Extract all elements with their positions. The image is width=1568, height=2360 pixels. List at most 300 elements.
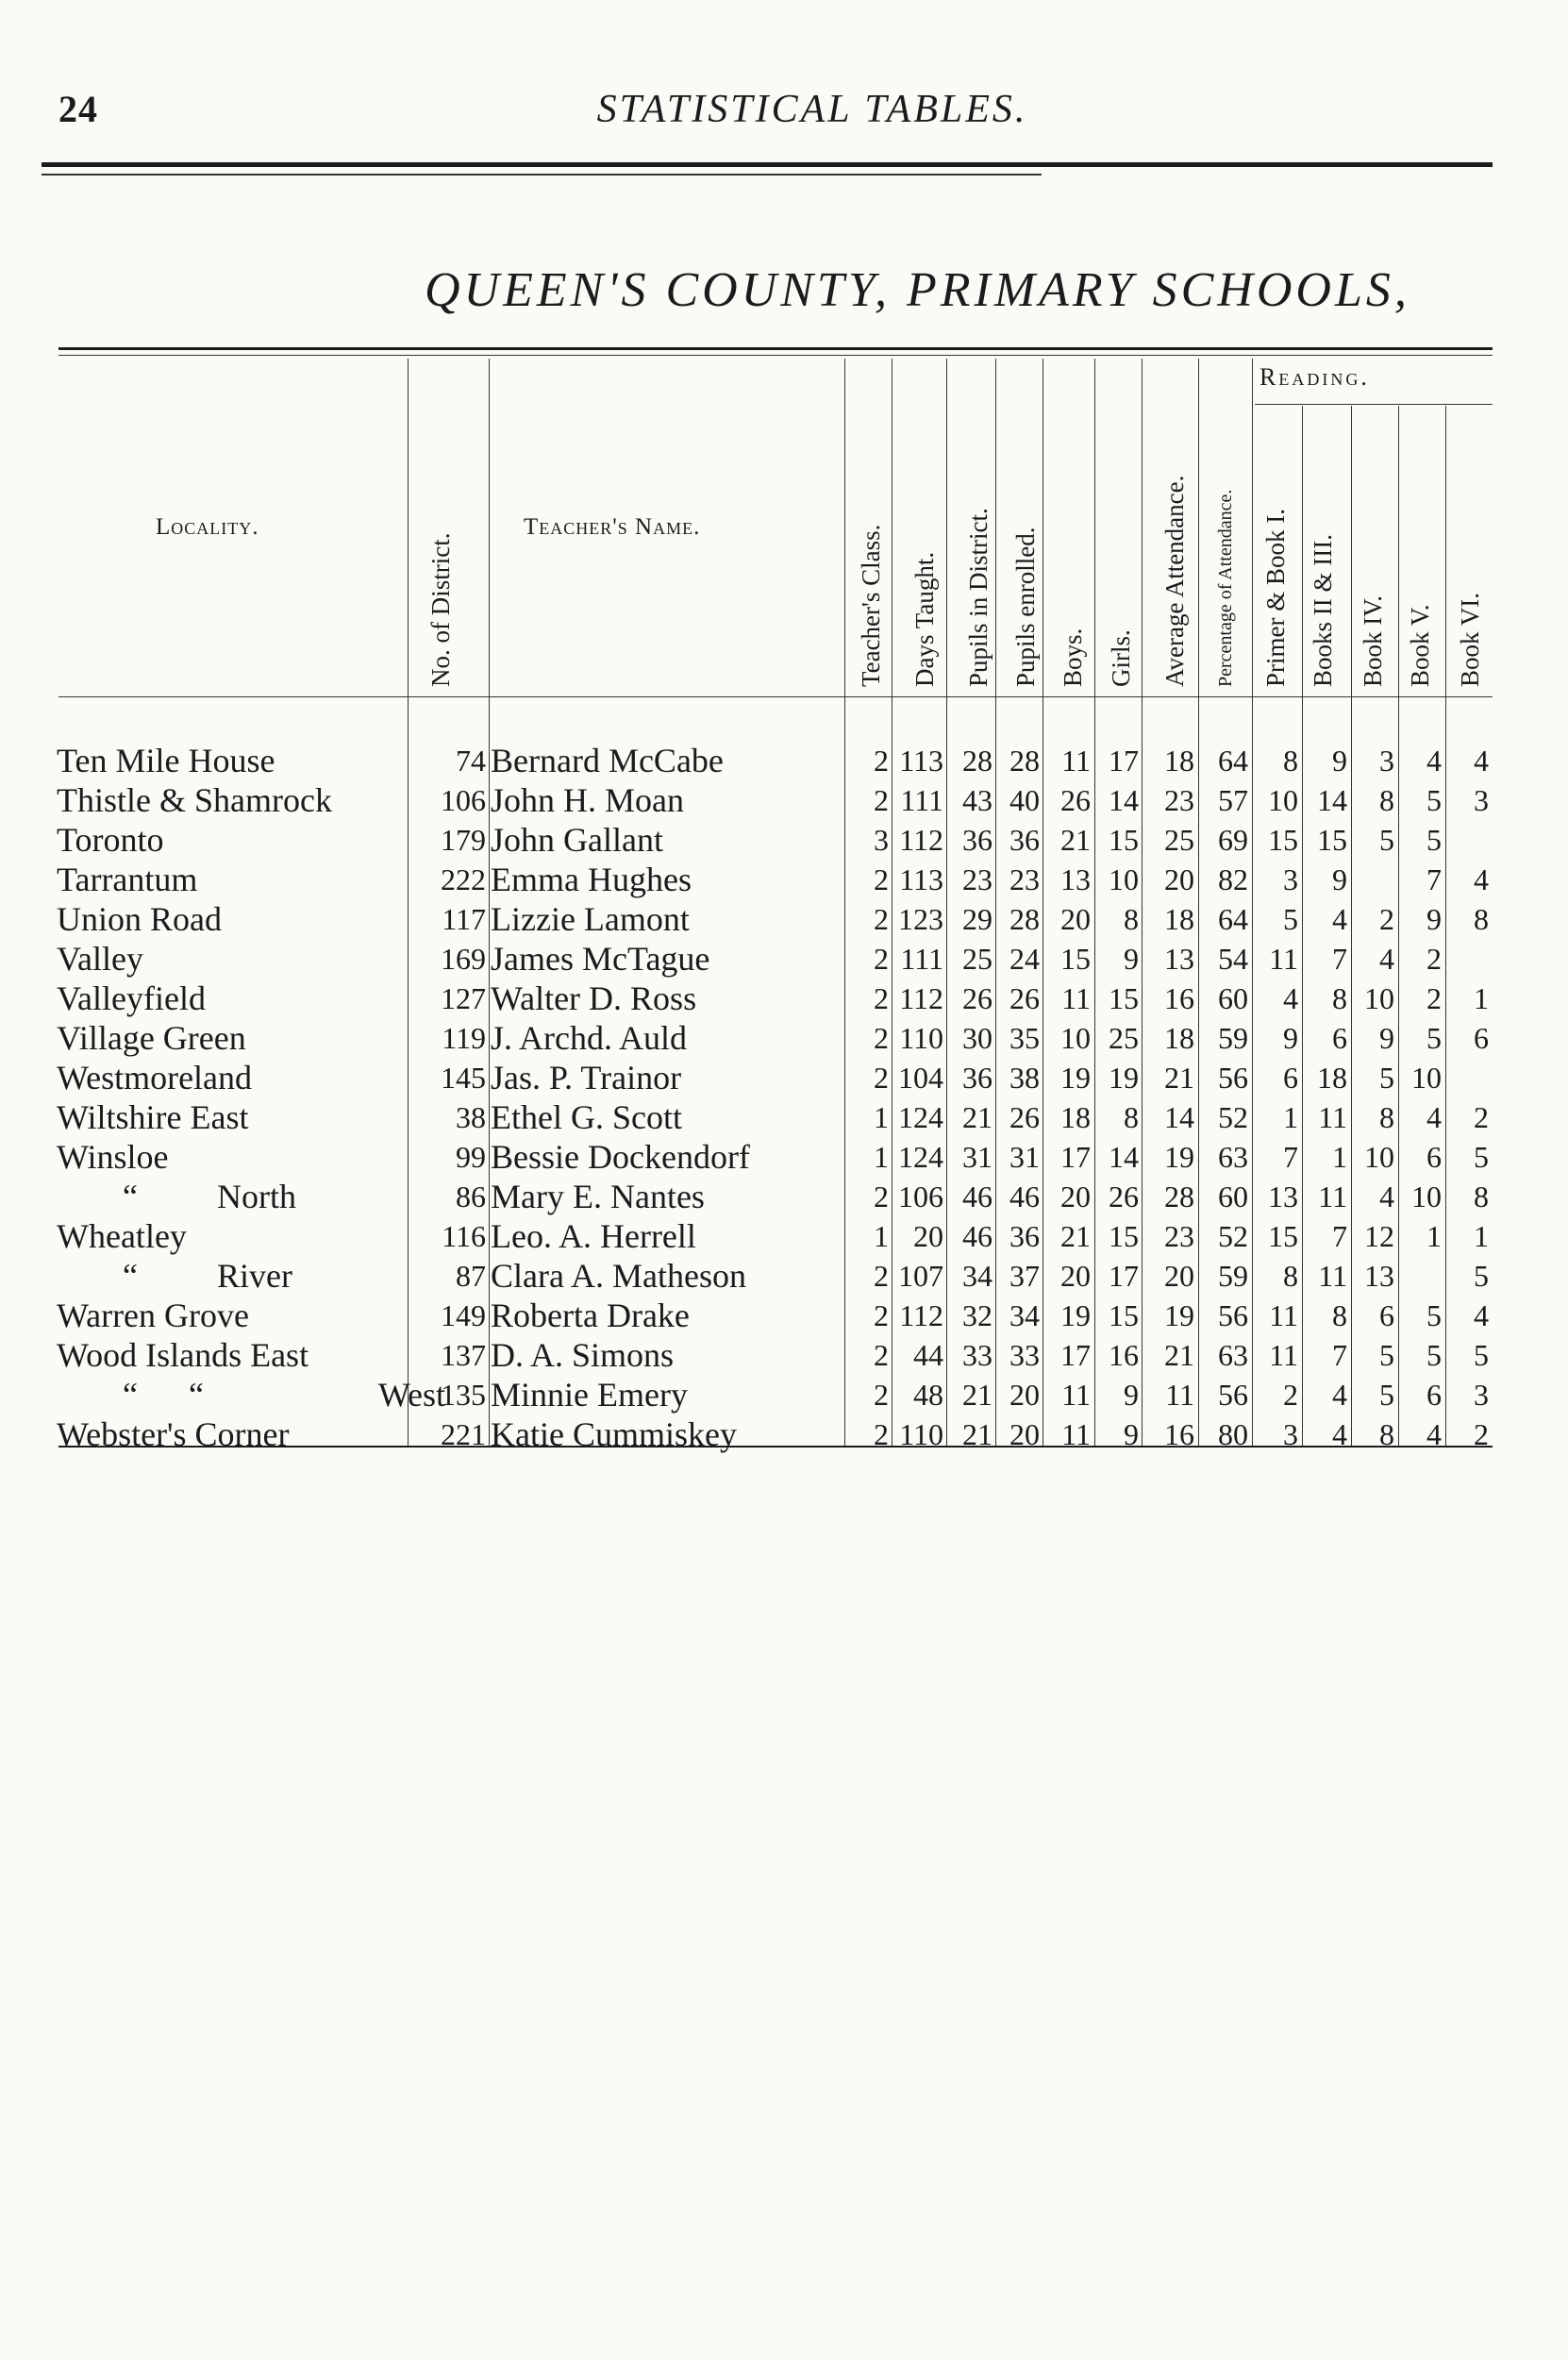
cell-avg: 13 xyxy=(1164,942,1194,976)
cell-boys: 20 xyxy=(1060,1259,1091,1293)
cell-class: 2 xyxy=(874,1338,889,1372)
header-books-2-3: Books II & III. xyxy=(1309,534,1337,687)
cell-locality: Warren Grove xyxy=(57,1297,249,1334)
cell-class: 2 xyxy=(874,902,889,936)
cell-pct: 69 xyxy=(1218,823,1248,857)
cell-enrolled: 23 xyxy=(1009,862,1040,896)
header-district-no: No. of District. xyxy=(426,532,455,687)
cell-locality: Westmoreland xyxy=(57,1059,253,1096)
cell-b23: 4 xyxy=(1332,1417,1347,1451)
cell-pupils-district: 28 xyxy=(962,744,993,778)
cell-primer: 3 xyxy=(1283,862,1298,896)
table-row xyxy=(0,1335,1568,1375)
cell-b23: 4 xyxy=(1332,902,1347,936)
cell-class: 2 xyxy=(874,981,889,1015)
cell-boys: 11 xyxy=(1061,1417,1091,1451)
cell-b23: 15 xyxy=(1317,823,1347,857)
reading-rule xyxy=(1255,404,1493,405)
cell-teacher-name: Minnie Emery xyxy=(491,1376,688,1414)
locality-name: North xyxy=(217,1178,296,1215)
cell-b6: 8 xyxy=(1474,902,1489,936)
cell-boys: 13 xyxy=(1060,862,1091,896)
cell-pct: 64 xyxy=(1218,902,1248,936)
cell-class: 2 xyxy=(874,744,889,778)
cell-class: 2 xyxy=(874,1061,889,1095)
cell-girls: 19 xyxy=(1109,1061,1139,1095)
cell-pct: 54 xyxy=(1218,942,1248,976)
header-pupils-in-district: Pupils in District. xyxy=(964,508,993,687)
cell-girls: 14 xyxy=(1109,1140,1139,1174)
cell-days: 106 xyxy=(898,1180,943,1213)
cell-b23: 1 xyxy=(1332,1140,1347,1174)
cell-girls: 17 xyxy=(1109,1259,1139,1293)
cell-primer: 10 xyxy=(1268,783,1298,817)
cell-class: 2 xyxy=(874,1417,889,1451)
cell-pupils-district: 46 xyxy=(962,1219,993,1253)
header-reading: Reading. xyxy=(1259,363,1370,391)
cell-teacher-name: Roberta Drake xyxy=(491,1297,690,1334)
cell-district: 38 xyxy=(456,1100,486,1134)
cell-b6: 1 xyxy=(1474,1219,1489,1253)
cell-locality: Ten Mile House xyxy=(57,742,275,779)
cell-b4: 2 xyxy=(1379,902,1394,936)
cell-days: 104 xyxy=(898,1061,943,1095)
cell-b6: 6 xyxy=(1474,1021,1489,1055)
cell-avg: 28 xyxy=(1164,1180,1194,1213)
cell-days: 110 xyxy=(899,1417,943,1451)
cell-teacher-name: John Gallant xyxy=(491,821,663,859)
cell-primer: 8 xyxy=(1283,1259,1298,1293)
table-row xyxy=(0,1018,1568,1058)
cell-girls: 15 xyxy=(1109,1219,1139,1253)
table-title: QUEEN'S COUNTY, PRIMARY SCHOOLS, xyxy=(425,263,1410,317)
cell-teacher-name: D. A. Simons xyxy=(491,1336,675,1374)
cell-b4: 4 xyxy=(1379,1180,1394,1213)
cell-b23: 11 xyxy=(1318,1180,1347,1213)
locality-name: West xyxy=(377,1376,445,1414)
cell-pupils-district: 31 xyxy=(962,1140,993,1174)
cell-b23: 6 xyxy=(1332,1021,1347,1055)
table-row xyxy=(0,820,1568,860)
cell-b6: 8 xyxy=(1474,1180,1489,1213)
cell-teacher-name: John H. Moan xyxy=(491,781,684,819)
cell-class: 2 xyxy=(874,1378,889,1412)
cell-teacher-name: Mary E. Nantes xyxy=(491,1178,705,1215)
cell-pupils-district: 34 xyxy=(962,1259,993,1293)
header-rule-thick xyxy=(42,162,1493,167)
cell-avg: 11 xyxy=(1165,1378,1194,1412)
cell-days: 123 xyxy=(898,902,943,936)
table-row xyxy=(0,1375,1568,1414)
cell-days: 48 xyxy=(913,1378,943,1412)
cell-days: 110 xyxy=(899,1021,943,1055)
cell-teacher-name: Katie Cummiskey xyxy=(491,1415,737,1453)
cell-primer: 15 xyxy=(1268,823,1298,857)
cell-primer: 9 xyxy=(1283,1021,1298,1055)
cell-girls: 14 xyxy=(1109,783,1139,817)
cell-pupils-district: 36 xyxy=(962,823,993,857)
cell-days: 113 xyxy=(899,744,943,778)
cell-class: 2 xyxy=(874,862,889,896)
table-row xyxy=(0,939,1568,979)
cell-pupils-district: 29 xyxy=(962,902,993,936)
cell-girls: 26 xyxy=(1109,1180,1139,1213)
cell-girls: 17 xyxy=(1109,744,1139,778)
cell-enrolled: 33 xyxy=(1009,1338,1040,1372)
ditto-mark: “ xyxy=(123,1178,138,1215)
cell-girls: 15 xyxy=(1109,981,1139,1015)
cell-boys: 15 xyxy=(1060,942,1091,976)
table-row xyxy=(0,1216,1568,1256)
cell-pupils-district: 26 xyxy=(962,981,993,1015)
cell-pct: 63 xyxy=(1218,1140,1248,1174)
cell-class: 1 xyxy=(874,1100,889,1134)
cell-locality: Thistle & Shamrock xyxy=(57,781,332,819)
cell-b5: 6 xyxy=(1426,1140,1442,1174)
cell-b5: 10 xyxy=(1411,1061,1442,1095)
table-row xyxy=(0,899,1568,939)
table-row xyxy=(0,1256,1568,1296)
cell-b4: 13 xyxy=(1364,1259,1394,1293)
cell-avg: 18 xyxy=(1164,744,1194,778)
cell-boys: 17 xyxy=(1060,1338,1091,1372)
cell-pupils-district: 30 xyxy=(962,1021,993,1055)
cell-locality: Union Road xyxy=(57,900,222,938)
cell-pupils-district: 33 xyxy=(962,1338,993,1372)
cell-b6: 5 xyxy=(1474,1140,1489,1174)
running-head: STATISTICAL TABLES. xyxy=(596,88,1028,131)
cell-district: 169 xyxy=(441,942,486,976)
cell-enrolled: 40 xyxy=(1009,783,1040,817)
table-row xyxy=(0,1058,1568,1097)
cell-locality: Webster's Corner xyxy=(57,1415,290,1453)
header-locality: Locality. xyxy=(156,514,259,540)
cell-b4: 10 xyxy=(1364,1140,1394,1174)
cell-class: 1 xyxy=(874,1219,889,1253)
table-top-rule-thin xyxy=(58,355,1493,356)
cell-primer: 3 xyxy=(1283,1417,1298,1451)
cell-girls: 16 xyxy=(1109,1338,1139,1372)
cell-pupils-district: 21 xyxy=(962,1100,993,1134)
cell-b4: 8 xyxy=(1379,783,1394,817)
table-row xyxy=(0,1137,1568,1177)
cell-b5: 5 xyxy=(1426,1338,1442,1372)
cell-avg: 19 xyxy=(1164,1140,1194,1174)
cell-days: 124 xyxy=(898,1140,943,1174)
cell-enrolled: 26 xyxy=(1009,981,1040,1015)
cell-pupils-district: 36 xyxy=(962,1061,993,1095)
cell-girls: 8 xyxy=(1124,902,1139,936)
cell-district: 135 xyxy=(441,1378,486,1412)
header-percentage-attendance: Percentage of Attendance. xyxy=(1215,489,1236,687)
cell-pct: 64 xyxy=(1218,744,1248,778)
table-row xyxy=(0,741,1568,780)
cell-b23: 18 xyxy=(1317,1061,1347,1095)
cell-boys: 19 xyxy=(1060,1298,1091,1332)
cell-primer: 11 xyxy=(1269,942,1298,976)
cell-girls: 9 xyxy=(1124,942,1139,976)
cell-girls: 25 xyxy=(1109,1021,1139,1055)
cell-enrolled: 38 xyxy=(1009,1061,1040,1095)
cell-locality: Tarrantum xyxy=(57,861,198,898)
cell-class: 2 xyxy=(874,1259,889,1293)
cell-enrolled: 35 xyxy=(1009,1021,1040,1055)
cell-teacher-name: Bernard McCabe xyxy=(491,742,724,779)
cell-boys: 20 xyxy=(1060,902,1091,936)
cell-b4: 5 xyxy=(1379,1061,1394,1095)
cell-avg: 16 xyxy=(1164,981,1194,1015)
cell-boys: 18 xyxy=(1060,1100,1091,1134)
cell-teacher-name: J. Archd. Auld xyxy=(491,1019,688,1057)
cell-b23: 11 xyxy=(1318,1100,1347,1134)
cell-pupils-district: 43 xyxy=(962,783,993,817)
cell-enrolled: 36 xyxy=(1009,823,1040,857)
cell-b6: 4 xyxy=(1474,862,1489,896)
cell-b5: 1 xyxy=(1426,1219,1442,1253)
cell-enrolled: 20 xyxy=(1009,1378,1040,1412)
cell-teacher-name: Lizzie Lamont xyxy=(491,900,690,938)
cell-b4: 6 xyxy=(1379,1298,1394,1332)
cell-girls: 10 xyxy=(1109,862,1139,896)
cell-days: 111 xyxy=(900,783,943,817)
cell-b4: 8 xyxy=(1379,1100,1394,1134)
cell-pct: 80 xyxy=(1218,1417,1248,1451)
cell-pupils-district: 25 xyxy=(962,942,993,976)
cell-enrolled: 26 xyxy=(1009,1100,1040,1134)
cell-pct: 60 xyxy=(1218,1180,1248,1213)
cell-b4: 9 xyxy=(1379,1021,1394,1055)
cell-teacher-name: Jas. P. Trainor xyxy=(491,1059,682,1096)
cell-boys: 11 xyxy=(1061,744,1091,778)
cell-b6: 5 xyxy=(1474,1338,1489,1372)
cell-avg: 14 xyxy=(1164,1100,1194,1134)
cell-district: 117 xyxy=(442,902,486,936)
header-book-6: Book VI. xyxy=(1456,592,1484,687)
cell-b5: 2 xyxy=(1426,942,1442,976)
cell-girls: 9 xyxy=(1124,1378,1139,1412)
cell-b5: 2 xyxy=(1426,981,1442,1015)
cell-district: 149 xyxy=(441,1298,486,1332)
cell-enrolled: 28 xyxy=(1009,744,1040,778)
cell-district: 119 xyxy=(442,1021,486,1055)
cell-girls: 8 xyxy=(1124,1100,1139,1134)
table-row xyxy=(0,1097,1568,1137)
locality-name: River xyxy=(217,1257,292,1295)
cell-class: 2 xyxy=(874,1021,889,1055)
cell-primer: 15 xyxy=(1268,1219,1298,1253)
cell-primer: 11 xyxy=(1269,1338,1298,1372)
cell-b6: 3 xyxy=(1474,1378,1489,1412)
cell-avg: 16 xyxy=(1164,1417,1194,1451)
table-row xyxy=(0,1296,1568,1335)
cell-teacher-name: Clara A. Matheson xyxy=(491,1257,746,1295)
cell-primer: 7 xyxy=(1283,1140,1298,1174)
cell-locality: Toronto xyxy=(57,821,164,859)
cell-class: 1 xyxy=(874,1140,889,1174)
cell-b6: 2 xyxy=(1474,1100,1489,1134)
cell-primer: 13 xyxy=(1268,1180,1298,1213)
cell-avg: 19 xyxy=(1164,1298,1194,1332)
cell-b23: 9 xyxy=(1332,862,1347,896)
table-row xyxy=(0,1177,1568,1216)
cell-avg: 21 xyxy=(1164,1338,1194,1372)
cell-class: 2 xyxy=(874,942,889,976)
cell-enrolled: 46 xyxy=(1009,1180,1040,1213)
cell-district: 116 xyxy=(442,1219,486,1253)
cell-pupils-district: 23 xyxy=(962,862,993,896)
cell-enrolled: 36 xyxy=(1009,1219,1040,1253)
cell-b23: 8 xyxy=(1332,1298,1347,1332)
cell-locality: Wood Islands East xyxy=(57,1336,309,1374)
cell-b23: 11 xyxy=(1318,1259,1347,1293)
cell-enrolled: 28 xyxy=(1009,902,1040,936)
cell-b4: 8 xyxy=(1379,1417,1394,1451)
cell-enrolled: 37 xyxy=(1009,1259,1040,1293)
cell-avg: 20 xyxy=(1164,1259,1194,1293)
header-rule-thin xyxy=(42,174,1042,176)
cell-avg: 23 xyxy=(1164,783,1194,817)
cell-b5: 6 xyxy=(1426,1378,1442,1412)
cell-b5: 4 xyxy=(1426,1417,1442,1451)
cell-class: 2 xyxy=(874,1298,889,1332)
ditto-mark: “ “ xyxy=(123,1376,204,1414)
cell-avg: 23 xyxy=(1164,1219,1194,1253)
cell-class: 2 xyxy=(874,1180,889,1213)
cell-teacher-name: Ethel G. Scott xyxy=(491,1098,682,1136)
cell-teacher-name: Leo. A. Herrell xyxy=(491,1217,696,1255)
cell-b5: 7 xyxy=(1426,862,1442,896)
cell-district: 86 xyxy=(456,1180,486,1213)
cell-b23: 14 xyxy=(1317,783,1347,817)
cell-primer: 11 xyxy=(1269,1298,1298,1332)
cell-b4: 3 xyxy=(1379,744,1394,778)
cell-district: 87 xyxy=(456,1259,486,1293)
ditto-mark: “ xyxy=(123,1257,138,1295)
cell-locality: Winsloe xyxy=(57,1138,169,1176)
cell-pct: 59 xyxy=(1218,1021,1248,1055)
cell-b4: 5 xyxy=(1379,823,1394,857)
cell-days: 44 xyxy=(913,1338,943,1372)
cell-b4: 5 xyxy=(1379,1338,1394,1372)
cell-avg: 25 xyxy=(1164,823,1194,857)
cell-enrolled: 24 xyxy=(1009,942,1040,976)
header-pupils-enrolled: Pupils enrolled. xyxy=(1011,527,1040,687)
cell-enrolled: 34 xyxy=(1009,1298,1040,1332)
cell-primer: 5 xyxy=(1283,902,1298,936)
cell-b6: 3 xyxy=(1474,783,1489,817)
cell-locality: Valley xyxy=(57,940,143,978)
header-primer-book-1: Primer & Book I. xyxy=(1261,509,1290,687)
header-average-attendance: Average Attendance. xyxy=(1160,475,1189,687)
cell-boys: 19 xyxy=(1060,1061,1091,1095)
table-row xyxy=(0,979,1568,1018)
cell-pct: 59 xyxy=(1218,1259,1248,1293)
cell-primer: 1 xyxy=(1283,1100,1298,1134)
cell-primer: 2 xyxy=(1283,1378,1298,1412)
cell-b6: 4 xyxy=(1474,744,1489,778)
cell-girls: 9 xyxy=(1124,1417,1139,1451)
cell-boys: 11 xyxy=(1061,981,1091,1015)
cell-avg: 18 xyxy=(1164,902,1194,936)
cell-b5: 10 xyxy=(1411,1180,1442,1213)
cell-b23: 8 xyxy=(1332,981,1347,1015)
cell-b6: 2 xyxy=(1474,1417,1489,1451)
cell-district: 99 xyxy=(456,1140,486,1174)
cell-enrolled: 20 xyxy=(1009,1417,1040,1451)
cell-b4: 12 xyxy=(1364,1219,1394,1253)
cell-b5: 9 xyxy=(1426,902,1442,936)
cell-days: 107 xyxy=(898,1259,943,1293)
cell-district: 222 xyxy=(441,862,486,896)
header-days-taught: Days Taught. xyxy=(910,551,939,687)
cell-boys: 26 xyxy=(1060,783,1091,817)
cell-pct: 52 xyxy=(1218,1100,1248,1134)
cell-class: 3 xyxy=(874,823,889,857)
header-teacher-name: Teacher's Name. xyxy=(524,514,701,540)
cell-b6: 1 xyxy=(1474,981,1489,1015)
cell-boys: 17 xyxy=(1060,1140,1091,1174)
header-bottom-rule xyxy=(58,696,1493,697)
cell-b23: 7 xyxy=(1332,1338,1347,1372)
cell-locality: Valleyfield xyxy=(57,979,206,1017)
cell-boys: 11 xyxy=(1061,1378,1091,1412)
cell-pupils-district: 32 xyxy=(962,1298,993,1332)
cell-district: 106 xyxy=(441,783,486,817)
cell-b5: 5 xyxy=(1426,1021,1442,1055)
page-number: 24 xyxy=(58,88,98,130)
cell-avg: 21 xyxy=(1164,1061,1194,1095)
cell-enrolled: 31 xyxy=(1009,1140,1040,1174)
cell-pct: 57 xyxy=(1218,783,1248,817)
cell-days: 112 xyxy=(899,981,943,1015)
cell-b6: 4 xyxy=(1474,1298,1489,1332)
cell-pupils-district: 21 xyxy=(962,1378,993,1412)
cell-teacher-name: Emma Hughes xyxy=(491,861,692,898)
cell-b4: 5 xyxy=(1379,1378,1394,1412)
cell-district: 221 xyxy=(441,1417,486,1451)
header-teacher-class: Teacher's Class. xyxy=(857,524,885,687)
header-book-4: Book IV. xyxy=(1359,594,1387,687)
cell-primer: 6 xyxy=(1283,1061,1298,1095)
cell-district: 74 xyxy=(456,744,486,778)
cell-girls: 15 xyxy=(1109,823,1139,857)
cell-boys: 21 xyxy=(1060,1219,1091,1253)
cell-boys: 21 xyxy=(1060,823,1091,857)
cell-pct: 56 xyxy=(1218,1298,1248,1332)
header-girls: Girls. xyxy=(1107,629,1135,687)
cell-b23: 4 xyxy=(1332,1378,1347,1412)
cell-pupils-district: 21 xyxy=(962,1417,993,1451)
cell-pct: 56 xyxy=(1218,1378,1248,1412)
cell-days: 20 xyxy=(913,1219,943,1253)
cell-district: 179 xyxy=(441,823,486,857)
cell-district: 137 xyxy=(441,1338,486,1372)
cell-b5: 4 xyxy=(1426,744,1442,778)
cell-avg: 20 xyxy=(1164,862,1194,896)
cell-pupils-district: 46 xyxy=(962,1180,993,1213)
cell-teacher-name: Walter D. Ross xyxy=(491,979,697,1017)
cell-b5: 5 xyxy=(1426,1298,1442,1332)
table-top-rule xyxy=(58,347,1493,350)
header-boys: Boys. xyxy=(1059,628,1087,687)
cell-boys: 20 xyxy=(1060,1180,1091,1213)
cell-b4: 4 xyxy=(1379,942,1394,976)
cell-girls: 15 xyxy=(1109,1298,1139,1332)
cell-b23: 7 xyxy=(1332,1219,1347,1253)
cell-locality: Wheatley xyxy=(57,1217,187,1255)
cell-b5: 5 xyxy=(1426,823,1442,857)
cell-days: 112 xyxy=(899,823,943,857)
